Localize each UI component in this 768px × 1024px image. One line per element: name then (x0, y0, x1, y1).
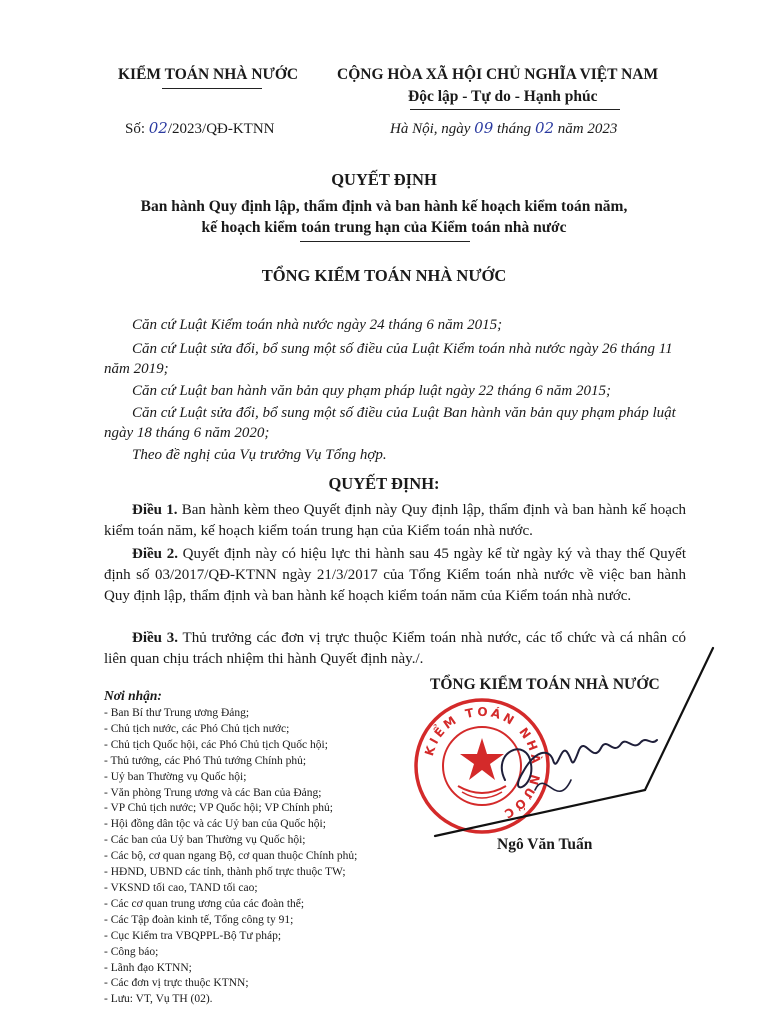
year-label: năm 2023 (554, 121, 618, 137)
document-subject-line-1: Ban hành Quy định lập, thẩm định và ban hành kế hoạch kiểm toán năm, (140, 198, 628, 215)
list-item: - Cục Kiểm tra VBQPPL-Bộ Tư pháp; (104, 929, 282, 942)
article-1 (104, 500, 686, 542)
list-item: - VP Chủ tịch nước; VP Quốc hội; VP Chính phủ; (104, 802, 333, 815)
place-date-prefix: Hà Nội, ngày (390, 121, 475, 137)
list-item: - VKSND tối cao, TAND tối cao; (104, 881, 258, 894)
document-number-suffix: /2023/QĐ-KTNN (167, 121, 275, 137)
document-number-prefix: Số: (125, 121, 149, 137)
article-2 (104, 544, 686, 607)
seal-text: KIỂM TOÁN NHÀ NƯỚC (422, 704, 544, 823)
document-number (125, 119, 275, 138)
list-item: - Các cơ quan trung ương của các đoàn thể; (104, 897, 305, 910)
signatory-name: Ngô Văn Tuấn (497, 836, 593, 853)
document-number-handwritten: 02 (148, 119, 168, 137)
month-label: tháng (493, 121, 535, 137)
list-item: - Công báo; (104, 945, 159, 958)
list-item: - Hội đồng dân tộc và các Uỷ ban của Quốc hội; (104, 818, 326, 831)
list-item: - Các Tập đoàn kinh tế, Tổng công ty 91; (104, 913, 294, 926)
list-item: - Lưu: VT, Vụ TH (02). (104, 993, 213, 1006)
legal-basis: Căn cứ Luật ban hành văn bản quy phạm pháp luật ngày 22 tháng 6 năm 2015; (132, 383, 611, 399)
article-text: Ban hành kèm theo Quyết định này Quy định lập, thẩm định và ban hành kế hoạch kiểm toán năm, kế hoạch kiểm toán trung hạn của Kiểm toán nhà nước. (104, 502, 687, 539)
recipients-list (104, 706, 357, 1008)
article-text: Thủ trưởng các đơn vị trực thuộc Kiểm toán nhà nước, các tổ chức và cá nhân có liên quan chịu trách nhiệm thi hành Quyết định này./. (104, 630, 687, 667)
document-title: QUYẾT ĐỊNH (331, 170, 437, 189)
recipients-title: Nơi nhận: (104, 688, 162, 703)
agency-underline (162, 88, 262, 89)
legal-basis: Căn cứ Luật sửa đổi, bổ sung một số điều của Luật Ban hành văn bản quy phạm pháp luật ngày 18 tháng 6 năm 2020; (104, 405, 676, 441)
legal-basis: Theo đề nghị của Vụ trưởng Vụ Tổng hợp. (132, 447, 387, 463)
place-date (390, 119, 617, 138)
document-subject-line-2: kế hoạch kiểm toán trung hạn của Kiểm toán nhà nước (201, 219, 567, 236)
list-item: - Các ban của Uỷ ban Thường vụ Quốc hội; (104, 834, 306, 847)
date-day-handwritten: 09 (474, 119, 494, 137)
nation-name: CỘNG HÒA XÃ HỘI CHỦ NGHĨA VIỆT NAM (337, 66, 659, 83)
article-label: Điều 2. (132, 546, 178, 562)
list-item: - Lãnh đạo KTNN; (104, 961, 192, 974)
list-item: - Các bộ, cơ quan ngang Bộ, cơ quan thuộc Chính phủ; (104, 850, 358, 863)
article-label: Điều 3. (132, 630, 179, 646)
signatory-title: TỔNG KIỂM TOÁN NHÀ NƯỚC (430, 676, 660, 693)
list-item: - Các đơn vị trực thuộc KTNN; (104, 977, 249, 990)
motto-underline (410, 109, 620, 110)
article-label: Điều 1. (132, 502, 178, 518)
date-month-handwritten: 02 (534, 119, 555, 137)
decision-heading: QUYẾT ĐỊNH: (328, 474, 440, 493)
list-item: - Ban Bí thư Trung ương Đảng; (104, 707, 250, 719)
handwritten-signature (395, 640, 715, 850)
legal-basis: Căn cứ Luật Kiểm toán nhà nước ngày 24 tháng 6 năm 2015; (132, 317, 503, 333)
article-text: Quyết định này có hiệu lực thi hành sau 45 ngày kể từ ngày ký và thay thế Quyết định số 03/2017/QĐ-KTNN ngày 21/3/2017 của Tổng Kiểm toán nhà nước về việc ban hành Quy định lập, thẩm định và ban hành kế hoạch kiểm toán năm của Kiểm toán nhà nước. (104, 546, 687, 604)
list-item: - Uỷ ban Thường vụ Quốc hội; (104, 770, 247, 783)
list-item: - Thủ tướng, các Phó Thủ tướng Chính phủ; (104, 754, 307, 767)
list-item: - Văn phòng Trung ương và các Ban của Đảng; (104, 786, 322, 799)
issuing-authority: TỔNG KIỂM TOÁN NHÀ NƯỚC (261, 266, 507, 285)
legal-basis: Căn cứ Luật sửa đổi, bổ sung một số điều của Luật Kiểm toán nhà nước ngày 26 tháng 11 năm 2019; (104, 341, 673, 377)
list-item: - HĐND, UBND các tỉnh, thành phố trực thuộc TW; (104, 866, 346, 879)
agency-name: KIỂM TOÁN NHÀ NƯỚC (118, 66, 299, 83)
national-motto: Độc lập - Tự do - Hạnh phúc (408, 88, 598, 105)
list-item: - Chủ tịch nước, các Phó Chủ tịch nước; (104, 722, 290, 735)
list-item: - Chủ tịch Quốc hội, các Phó Chủ tịch Quốc hội; (104, 738, 328, 751)
subject-underline (300, 241, 470, 242)
